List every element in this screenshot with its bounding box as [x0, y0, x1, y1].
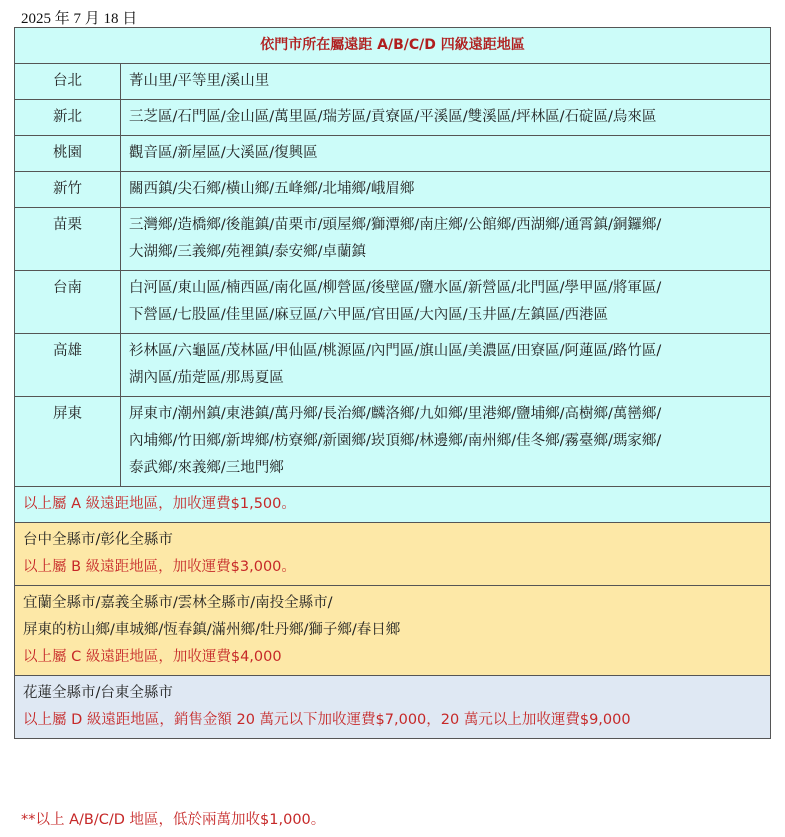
area-line: 湖內區/茄萣區/那馬夏區 — [129, 370, 284, 386]
area-line: 白河區/東山區/楠西區/南化區/柳營區/後壁區/鹽水區/新營區/北門區/學甲區/將軍區/ — [129, 280, 662, 296]
c-level-row — [15, 586, 771, 676]
a-level-note: 以上屬 A 級遠距地區，加收運費$1,500。 — [15, 487, 771, 523]
footer-note: **以上 A/B/C/D 地區，低於兩萬加收$1,000。 — [21, 812, 326, 828]
area-line: 觀音區/新屋區/大溪區/復興區 — [129, 145, 318, 161]
region-row — [15, 100, 771, 136]
region-name: 高雄 — [15, 334, 121, 397]
table-title: 依門市所在屬遠距 A/B/C/D 四級遠距地區 — [15, 28, 771, 64]
c-areas-line-1: 宜蘭全縣市/嘉義全縣市/雲林全縣市/南投全縣市/ — [23, 595, 333, 611]
c-areas-line-2: 屏東的枋山鄉/車城鄉/恆春鎮/滿州鄉/牡丹鄉/獅子鄉/春日鄉 — [23, 622, 401, 638]
region-row — [15, 172, 771, 208]
d-areas: 花蓮全縣市/台東全縣市 — [23, 685, 173, 701]
region-name: 台南 — [15, 271, 121, 334]
document-date: 2025 年 7 月 18 日 — [21, 11, 138, 27]
region-row — [15, 334, 771, 397]
region-name: 苗栗 — [15, 208, 121, 271]
region-areas — [121, 100, 771, 136]
region-areas — [121, 334, 771, 397]
b-level-cell — [15, 523, 771, 586]
region-name: 新竹 — [15, 172, 121, 208]
b-areas: 台中全縣市/彰化全縣市 — [23, 532, 173, 548]
area-line: 泰武鄉/來義鄉/三地門鄉 — [129, 460, 284, 476]
region-areas — [121, 271, 771, 334]
area-line: 關西鎮/尖石鄉/橫山鄉/五峰鄉/北埔鄉/峨眉鄉 — [129, 181, 415, 197]
region-areas — [121, 397, 771, 487]
region-areas — [121, 208, 771, 271]
d-level-row — [15, 676, 771, 739]
region-name: 桃園 — [15, 136, 121, 172]
area-line: 內埔鄉/竹田鄉/新埤鄉/枋寮鄉/新園鄉/崁頂鄉/林邊鄉/南州鄉/佳冬鄉/霧臺鄉/瑪家鄉/ — [129, 433, 662, 449]
remote-area-table — [14, 27, 771, 739]
c-level-note: 以上屬 C 級遠距地區，加收運費$4,000 — [23, 649, 282, 665]
area-line: 大湖鄉/三義鄉/苑裡鎮/泰安鄉/卓蘭鎮 — [129, 244, 367, 260]
area-line: 屏東市/潮州鎮/東港鎮/萬丹鄉/長治鄉/麟洛鄉/九如鄉/里港鄉/鹽埔鄉/高樹鄉/萬巒鄉/ — [129, 406, 662, 422]
region-row — [15, 64, 771, 100]
area-line: 下營區/七股區/佳里區/麻豆區/六甲區/官田區/大內區/玉井區/左鎮區/西港區 — [129, 307, 608, 323]
table-title-row — [15, 28, 771, 64]
region-areas — [121, 172, 771, 208]
c-level-cell — [15, 586, 771, 676]
region-areas — [121, 64, 771, 100]
b-level-note: 以上屬 B 級遠距地區，加收運費$3,000。 — [23, 559, 296, 575]
b-level-row — [15, 523, 771, 586]
d-level-cell — [15, 676, 771, 739]
region-name: 台北 — [15, 64, 121, 100]
region-row — [15, 271, 771, 334]
area-line: 衫林區/六龜區/茂林區/甲仙區/桃源區/內門區/旗山區/美濃區/田寮區/阿蓮區/路竹區/ — [129, 343, 662, 359]
region-name: 屏東 — [15, 397, 121, 487]
a-note-row — [15, 487, 771, 523]
area-line: 三芝區/石門區/金山區/萬里區/瑞芳區/貢寮區/平溪區/雙溪區/坪林區/石碇區/烏來區 — [129, 109, 657, 125]
region-areas — [121, 136, 771, 172]
region-name: 新北 — [15, 100, 121, 136]
area-line: 三灣鄉/造橋鄉/後龍鎮/苗栗市/頭屋鄉/獅潭鄉/南庄鄉/公館鄉/西湖鄉/通霄鎮/銅鑼鄉/ — [129, 217, 662, 233]
region-row — [15, 397, 771, 487]
d-level-note: 以上屬 D 級遠距地區，銷售金額 20 萬元以下加收運費$7,000，20 萬元以上加收運費$9,000 — [23, 712, 631, 728]
region-row — [15, 136, 771, 172]
region-row — [15, 208, 771, 271]
area-line: 菁山里/平等里/溪山里 — [129, 73, 270, 89]
